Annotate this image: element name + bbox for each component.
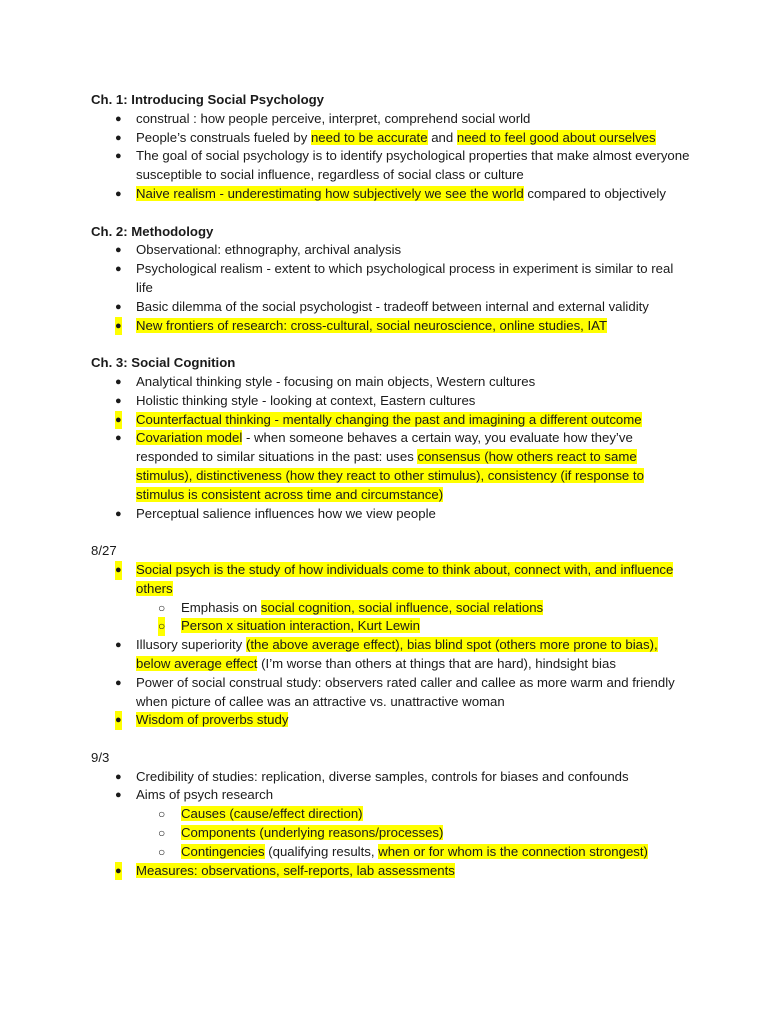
list-item	[91, 260, 691, 298]
text-segment: compared to objectively	[523, 185, 666, 201]
highlighted-text: Person x situation interaction, Kurt Lewin	[181, 618, 420, 634]
list-item	[91, 674, 691, 712]
highlighted-text: consensus (how others react to same stimulus), distinctiveness (how they react to other stimulus), consistency (if response to stimulus is consistent across time and circumstance)	[136, 449, 644, 502]
list-item-text	[136, 318, 607, 333]
sub-list-item	[136, 617, 691, 636]
bullet-list	[91, 768, 691, 881]
bullet-icon: ●	[115, 676, 122, 689]
list-item-text	[136, 261, 673, 295]
list-item-text	[136, 562, 673, 596]
highlighted-text: Covariation model	[136, 430, 243, 446]
list-item-text	[136, 412, 642, 427]
highlighted-text: New frontiers of research: cross-cultural, social neuroscience, online studies, IAT	[136, 317, 608, 333]
list-item	[91, 392, 691, 411]
bullet-icon: ●	[115, 394, 122, 407]
list-item	[91, 185, 691, 204]
list-item	[91, 110, 691, 129]
bullet-icon: ●	[115, 300, 122, 313]
highlighted-text: when or for whom is the connection strongest)	[378, 843, 648, 859]
sub-list	[136, 599, 691, 637]
list-item-text	[136, 374, 535, 389]
bullet-list	[91, 110, 691, 204]
hollow-bullet-icon: ○	[158, 600, 166, 615]
list-item-text	[136, 186, 666, 201]
list-item	[91, 636, 691, 674]
highlighted-text: (the above average effect), bias blind spot (others more prone to bias), below average effect	[136, 637, 658, 671]
list-item-text	[136, 506, 436, 521]
sub-list	[136, 805, 691, 861]
list-item-text	[181, 600, 543, 615]
list-item-text	[136, 787, 273, 802]
highlighted-text: Causes (cause/effect direction)	[181, 806, 363, 822]
list-item-text	[136, 712, 288, 727]
bullet-icon: ●	[115, 150, 122, 163]
list-item-text	[181, 844, 648, 859]
bullet-icon: ●	[115, 561, 122, 580]
hollow-bullet-icon: ○	[158, 826, 166, 841]
bullet-icon: ●	[115, 317, 122, 336]
section-heading: Ch. 3: Social Cognition	[91, 355, 236, 371]
bullet-list	[91, 373, 691, 523]
list-item-text	[136, 299, 649, 314]
section	[91, 223, 691, 336]
text-segment: People’s construals fueled by	[136, 129, 311, 145]
highlighted-text: need to be accurate	[310, 129, 428, 145]
bullet-icon: ●	[115, 789, 122, 802]
list-item	[91, 129, 691, 148]
bullet-icon: ●	[115, 263, 122, 276]
bullet-icon: ●	[115, 639, 122, 652]
bullet-icon: ●	[115, 411, 122, 430]
highlighted-text: social cognition, social influence, social relations	[260, 599, 544, 615]
list-item	[91, 411, 691, 430]
highlighted-text: Components (underlying reasons/processes)	[181, 825, 444, 841]
bullet-icon: ●	[115, 507, 122, 520]
bullet-icon: ●	[115, 375, 122, 388]
list-item	[91, 147, 691, 185]
section	[91, 749, 691, 881]
highlighted-text: Measures: observations, self-reports, lab assessments	[136, 862, 455, 878]
list-item	[91, 862, 691, 881]
list-item	[91, 298, 691, 317]
sub-list-item	[136, 824, 691, 843]
text-segment: Psychological realism - extent to which psychological process in experiment is similar to real life	[136, 261, 674, 295]
section	[91, 542, 691, 730]
list-item	[91, 373, 691, 392]
list-item-text	[136, 393, 475, 408]
text-segment: Aims of psych research	[136, 787, 274, 803]
highlighted-text: Wisdom of proverbs study	[136, 712, 289, 728]
section	[91, 354, 691, 523]
sub-list-item	[136, 599, 691, 618]
text-segment: Power of social construal study: observers rated caller and callee as more warm and friendly when picture of callee was an attractive vs. unattractive woman	[136, 674, 675, 709]
date-heading: 9/3	[91, 749, 110, 765]
bullet-icon: ●	[115, 131, 122, 144]
sub-list-item	[136, 805, 691, 824]
list-item-text	[136, 148, 689, 182]
highlighted-text: Naive realism - underestimating how subjectively we see the world	[136, 185, 524, 201]
text-segment: (qualifying results,	[264, 843, 379, 859]
text-segment: Emphasis on	[181, 599, 261, 615]
list-item-text	[181, 618, 420, 633]
section	[91, 91, 691, 204]
text-segment: Analytical thinking style - focusing on main objects, Western cultures	[136, 373, 536, 389]
text-segment: - when someone behaves a certain way, you evaluate how they’ve responded to similar situations in the past: uses	[136, 430, 633, 465]
list-item	[91, 711, 691, 730]
list-item	[91, 768, 691, 787]
bullet-icon: ●	[115, 244, 122, 257]
text-segment: Holistic thinking style - looking at context, Eastern cultures	[136, 392, 476, 408]
bullet-icon: ●	[115, 112, 122, 125]
list-item-text	[181, 825, 443, 840]
list-item-text	[136, 130, 656, 145]
hollow-bullet-icon: ○	[158, 844, 166, 859]
section-heading: Ch. 1: Introducing Social Psychology	[91, 92, 325, 107]
document-body	[91, 91, 691, 880]
bullet-icon: ●	[115, 187, 122, 200]
date-heading: 8/27	[91, 543, 117, 559]
highlighted-text: Counterfactual thinking - mentally changing the past and imagining a different outcome	[136, 411, 642, 427]
list-item-text	[136, 111, 530, 126]
hollow-bullet-icon: ○	[158, 617, 165, 636]
bullet-list	[91, 241, 691, 335]
bullet-icon: ●	[115, 711, 122, 730]
bullet-icon: ●	[115, 432, 122, 445]
list-item-text	[136, 863, 455, 878]
bullet-icon: ●	[115, 862, 122, 881]
list-item-text	[136, 430, 644, 501]
list-item-text	[136, 769, 629, 784]
list-item-text	[136, 242, 401, 257]
list-item	[91, 429, 691, 504]
sub-list-item	[136, 843, 691, 862]
list-item	[91, 241, 691, 260]
section-heading: Ch. 2: Methodology	[91, 223, 214, 239]
hollow-bullet-icon: ○	[158, 807, 166, 822]
bullet-list	[91, 561, 691, 730]
text-segment: Credibility of studies: replication, diverse samples, controls for biases and confounds	[136, 768, 629, 784]
highlighted-text: Contingencies	[181, 843, 265, 859]
list-item-text	[136, 675, 675, 709]
text-segment: Basic dilemma of the social psychologist - tradeoff between internal and external validity	[136, 298, 649, 314]
text-segment: construal : how people perceive, interpret, comprehend social world	[136, 110, 531, 126]
highlighted-text: Social psych is the study of how individuals come to think about, connect with, and influence others	[136, 561, 674, 596]
list-item-text	[181, 806, 363, 821]
text-segment: Observational: ethnography, archival analysis	[136, 242, 402, 258]
bullet-icon: ●	[115, 770, 122, 783]
text-segment: and	[427, 129, 457, 145]
text-segment: Perceptual salience influences how we view people	[136, 505, 436, 521]
list-item	[91, 505, 691, 524]
list-item	[91, 786, 691, 861]
text-segment: Illusory superiority	[136, 637, 246, 653]
list-item	[91, 561, 691, 636]
list-item	[91, 317, 691, 336]
text-segment: (I’m worse than others at things that are hard), hindsight bias	[257, 655, 616, 671]
list-item-text	[136, 637, 658, 671]
text-segment: The goal of social psychology is to identify psychological properties that make almost everyone susceptible to social influence, regardless of social class or culture	[136, 148, 690, 183]
highlighted-text: need to feel good about ourselves	[456, 129, 656, 145]
